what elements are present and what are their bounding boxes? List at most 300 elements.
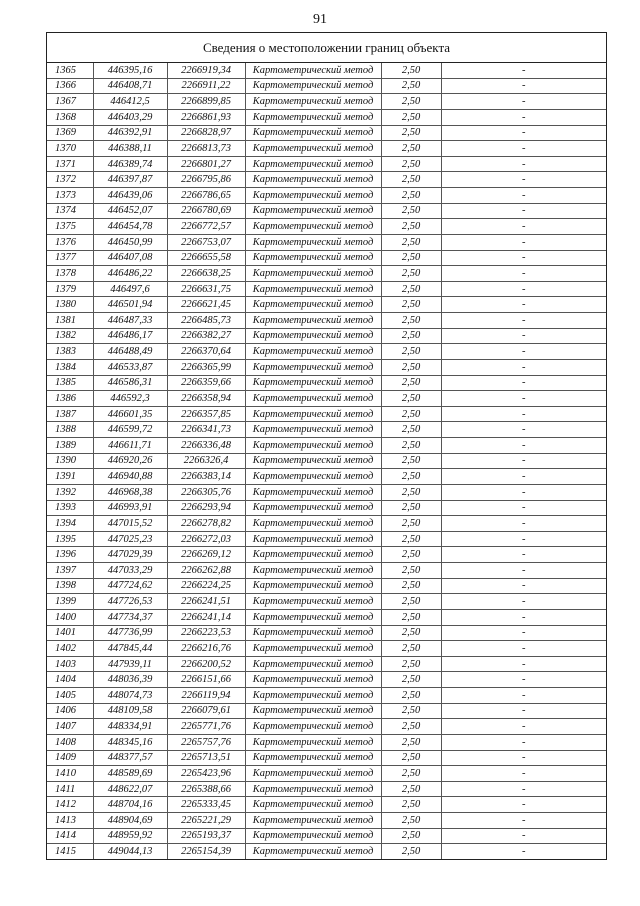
accuracy-cell: 2,50 (381, 203, 441, 219)
point-number-cell: 1378 (47, 266, 93, 282)
method-cell: Картометрический метод (245, 313, 381, 329)
x-coordinate-cell: 447025,23 (93, 531, 167, 547)
method-cell: Картометрический метод (245, 484, 381, 500)
y-coordinate-cell: 2266216,76 (167, 641, 245, 657)
method-cell: Картометрический метод (245, 500, 381, 516)
y-coordinate-cell: 2266293,94 (167, 500, 245, 516)
accuracy-cell: 2,50 (381, 125, 441, 141)
accuracy-cell: 2,50 (381, 359, 441, 375)
accuracy-cell: 2,50 (381, 375, 441, 391)
accuracy-cell: 2,50 (381, 563, 441, 579)
y-coordinate-cell: 2266241,51 (167, 594, 245, 610)
table-row (47, 359, 606, 375)
point-number-cell: 1413 (47, 813, 93, 829)
point-number-cell: 1400 (47, 609, 93, 625)
x-coordinate-cell: 447734,37 (93, 609, 167, 625)
table-row (47, 281, 606, 297)
y-coordinate-cell: 2266341,73 (167, 422, 245, 438)
point-number-cell: 1380 (47, 297, 93, 313)
boundary-table-frame (46, 32, 607, 860)
method-cell: Картометрический метод (245, 563, 381, 579)
point-number-cell: 1392 (47, 484, 93, 500)
accuracy-cell: 2,50 (381, 797, 441, 813)
method-cell: Картометрический метод (245, 297, 381, 313)
y-coordinate-cell: 2266621,45 (167, 297, 245, 313)
table-row (47, 516, 606, 532)
table-row (47, 641, 606, 657)
method-cell: Картометрический метод (245, 203, 381, 219)
point-number-cell: 1393 (47, 500, 93, 516)
point-number-cell: 1405 (47, 688, 93, 704)
method-cell: Картометрический метод (245, 219, 381, 235)
y-coordinate-cell: 2266365,99 (167, 359, 245, 375)
table-row (47, 141, 606, 157)
x-coordinate-cell: 446407,08 (93, 250, 167, 266)
x-coordinate-cell: 446395,16 (93, 63, 167, 78)
description-cell: - (441, 453, 606, 469)
method-cell: Картометрический метод (245, 78, 381, 94)
method-cell: Картометрический метод (245, 109, 381, 125)
point-number-cell: 1390 (47, 453, 93, 469)
point-number-cell: 1394 (47, 516, 93, 532)
method-cell: Картометрический метод (245, 813, 381, 829)
method-cell: Картометрический метод (245, 234, 381, 250)
method-cell: Картометрический метод (245, 547, 381, 563)
method-cell: Картометрический метод (245, 94, 381, 110)
y-coordinate-cell: 2266753,07 (167, 234, 245, 250)
x-coordinate-cell: 447726,53 (93, 594, 167, 610)
description-cell: - (441, 828, 606, 844)
accuracy-cell: 2,50 (381, 766, 441, 782)
method-cell: Картометрический метод (245, 609, 381, 625)
point-number-cell: 1404 (47, 672, 93, 688)
x-coordinate-cell: 446392,91 (93, 125, 167, 141)
method-cell: Картометрический метод (245, 469, 381, 485)
accuracy-cell: 2,50 (381, 469, 441, 485)
y-coordinate-cell: 2265757,76 (167, 734, 245, 750)
y-coordinate-cell: 2266801,27 (167, 156, 245, 172)
y-coordinate-cell: 2266224,25 (167, 578, 245, 594)
method-cell: Картометрический метод (245, 641, 381, 657)
table-row (47, 484, 606, 500)
y-coordinate-cell: 2266241,14 (167, 609, 245, 625)
accuracy-cell: 2,50 (381, 641, 441, 657)
description-cell: - (441, 281, 606, 297)
description-cell: - (441, 781, 606, 797)
x-coordinate-cell: 448704,16 (93, 797, 167, 813)
description-cell: - (441, 641, 606, 657)
accuracy-cell: 2,50 (381, 500, 441, 516)
description-cell: - (441, 813, 606, 829)
x-coordinate-cell: 447845,44 (93, 641, 167, 657)
method-cell: Картометрический метод (245, 438, 381, 454)
table-row (47, 219, 606, 235)
description-cell: - (441, 578, 606, 594)
x-coordinate-cell: 448904,69 (93, 813, 167, 829)
x-coordinate-cell: 446487,33 (93, 313, 167, 329)
description-cell: - (441, 563, 606, 579)
boundary-points-table (47, 63, 606, 859)
description-cell: - (441, 688, 606, 704)
y-coordinate-cell: 2266359,66 (167, 375, 245, 391)
y-coordinate-cell: 2265154,39 (167, 844, 245, 859)
accuracy-cell: 2,50 (381, 344, 441, 360)
description-cell: - (441, 656, 606, 672)
point-number-cell: 1370 (47, 141, 93, 157)
table-row (47, 609, 606, 625)
description-cell: - (441, 438, 606, 454)
x-coordinate-cell: 446968,38 (93, 484, 167, 500)
accuracy-cell: 2,50 (381, 844, 441, 859)
description-cell: - (441, 297, 606, 313)
accuracy-cell: 2,50 (381, 734, 441, 750)
x-coordinate-cell: 446408,71 (93, 78, 167, 94)
x-coordinate-cell: 446412,5 (93, 94, 167, 110)
point-number-cell: 1409 (47, 750, 93, 766)
point-number-cell: 1407 (47, 719, 93, 735)
description-cell: - (441, 156, 606, 172)
method-cell: Картометрический метод (245, 828, 381, 844)
table-row (47, 453, 606, 469)
table-row (47, 688, 606, 704)
x-coordinate-cell: 449044,13 (93, 844, 167, 859)
table-row (47, 656, 606, 672)
table-row (47, 297, 606, 313)
table-row (47, 266, 606, 282)
accuracy-cell: 2,50 (381, 219, 441, 235)
description-cell: - (441, 766, 606, 782)
description-cell: - (441, 531, 606, 547)
table-row (47, 125, 606, 141)
accuracy-cell: 2,50 (381, 703, 441, 719)
x-coordinate-cell: 448109,58 (93, 703, 167, 719)
x-coordinate-cell: 446389,74 (93, 156, 167, 172)
x-coordinate-cell: 447033,29 (93, 563, 167, 579)
method-cell: Картометрический метод (245, 328, 381, 344)
point-number-cell: 1396 (47, 547, 93, 563)
method-cell: Картометрический метод (245, 406, 381, 422)
table-row (47, 625, 606, 641)
point-number-cell: 1408 (47, 734, 93, 750)
accuracy-cell: 2,50 (381, 594, 441, 610)
table-row (47, 438, 606, 454)
point-number-cell: 1401 (47, 625, 93, 641)
y-coordinate-cell: 2265423,96 (167, 766, 245, 782)
table-row (47, 578, 606, 594)
table-row (47, 563, 606, 579)
y-coordinate-cell: 2266336,48 (167, 438, 245, 454)
accuracy-cell: 2,50 (381, 328, 441, 344)
accuracy-cell: 2,50 (381, 156, 441, 172)
description-cell: - (441, 313, 606, 329)
y-coordinate-cell: 2266786,65 (167, 188, 245, 204)
method-cell: Картометрический метод (245, 172, 381, 188)
description-cell: - (441, 672, 606, 688)
method-cell: Картометрический метод (245, 672, 381, 688)
y-coordinate-cell: 2266638,25 (167, 266, 245, 282)
description-cell: - (441, 719, 606, 735)
y-coordinate-cell: 2266305,76 (167, 484, 245, 500)
point-number-cell: 1371 (47, 156, 93, 172)
accuracy-cell: 2,50 (381, 94, 441, 110)
description-cell: - (441, 78, 606, 94)
accuracy-cell: 2,50 (381, 422, 441, 438)
point-number-cell: 1398 (47, 578, 93, 594)
accuracy-cell: 2,50 (381, 516, 441, 532)
y-coordinate-cell: 2266262,88 (167, 563, 245, 579)
point-number-cell: 1368 (47, 109, 93, 125)
point-number-cell: 1402 (47, 641, 93, 657)
y-coordinate-cell: 2266828,97 (167, 125, 245, 141)
table-row (47, 531, 606, 547)
point-number-cell: 1410 (47, 766, 93, 782)
y-coordinate-cell: 2266861,93 (167, 109, 245, 125)
y-coordinate-cell: 2266911,22 (167, 78, 245, 94)
table-row (47, 828, 606, 844)
method-cell: Картометрический метод (245, 766, 381, 782)
point-number-cell: 1379 (47, 281, 93, 297)
description-cell: - (441, 125, 606, 141)
y-coordinate-cell: 2266079,61 (167, 703, 245, 719)
y-coordinate-cell: 2266278,82 (167, 516, 245, 532)
method-cell: Картометрический метод (245, 719, 381, 735)
description-cell: - (441, 188, 606, 204)
point-number-cell: 1388 (47, 422, 93, 438)
x-coordinate-cell: 446940,88 (93, 469, 167, 485)
description-cell: - (441, 734, 606, 750)
table-row (47, 188, 606, 204)
table-row (47, 547, 606, 563)
table-row (47, 391, 606, 407)
x-coordinate-cell: 448589,69 (93, 766, 167, 782)
accuracy-cell: 2,50 (381, 250, 441, 266)
description-cell: - (441, 172, 606, 188)
point-number-cell: 1406 (47, 703, 93, 719)
y-coordinate-cell: 2265388,66 (167, 781, 245, 797)
table-title: Сведения о местоположении границ объекта (47, 33, 606, 63)
x-coordinate-cell: 446586,31 (93, 375, 167, 391)
description-cell: - (441, 109, 606, 125)
table-row (47, 797, 606, 813)
table-row (47, 719, 606, 735)
method-cell: Картометрический метод (245, 125, 381, 141)
x-coordinate-cell: 446611,71 (93, 438, 167, 454)
description-cell: - (441, 328, 606, 344)
x-coordinate-cell: 446592,3 (93, 391, 167, 407)
x-coordinate-cell: 446403,29 (93, 109, 167, 125)
point-number-cell: 1382 (47, 328, 93, 344)
x-coordinate-cell: 447029,39 (93, 547, 167, 563)
table-row (47, 94, 606, 110)
y-coordinate-cell: 2266655,58 (167, 250, 245, 266)
point-number-cell: 1366 (47, 78, 93, 94)
x-coordinate-cell: 446601,35 (93, 406, 167, 422)
point-number-cell: 1367 (47, 94, 93, 110)
accuracy-cell: 2,50 (381, 188, 441, 204)
point-number-cell: 1411 (47, 781, 93, 797)
description-cell: - (441, 422, 606, 438)
method-cell: Картометрический метод (245, 688, 381, 704)
accuracy-cell: 2,50 (381, 578, 441, 594)
x-coordinate-cell: 446439,06 (93, 188, 167, 204)
point-number-cell: 1373 (47, 188, 93, 204)
table-row (47, 844, 606, 859)
table-row (47, 406, 606, 422)
table-row (47, 781, 606, 797)
y-coordinate-cell: 2265333,45 (167, 797, 245, 813)
point-number-cell: 1415 (47, 844, 93, 859)
accuracy-cell: 2,50 (381, 234, 441, 250)
accuracy-cell: 2,50 (381, 672, 441, 688)
point-number-cell: 1372 (47, 172, 93, 188)
table-row (47, 203, 606, 219)
description-cell: - (441, 594, 606, 610)
x-coordinate-cell: 448959,92 (93, 828, 167, 844)
y-coordinate-cell: 2265221,29 (167, 813, 245, 829)
x-coordinate-cell: 447736,99 (93, 625, 167, 641)
accuracy-cell: 2,50 (381, 688, 441, 704)
method-cell: Картометрический метод (245, 188, 381, 204)
table-row (47, 250, 606, 266)
method-cell: Картометрический метод (245, 750, 381, 766)
description-cell: - (441, 484, 606, 500)
accuracy-cell: 2,50 (381, 781, 441, 797)
description-cell: - (441, 500, 606, 516)
point-number-cell: 1412 (47, 797, 93, 813)
method-cell: Картометрический метод (245, 375, 381, 391)
table-row (47, 734, 606, 750)
point-number-cell: 1376 (47, 234, 93, 250)
table-row (47, 594, 606, 610)
method-cell: Картометрический метод (245, 844, 381, 859)
x-coordinate-cell: 446450,99 (93, 234, 167, 250)
y-coordinate-cell: 2266326,4 (167, 453, 245, 469)
table-row (47, 703, 606, 719)
accuracy-cell: 2,50 (381, 547, 441, 563)
point-number-cell: 1365 (47, 63, 93, 78)
y-coordinate-cell: 2266272,03 (167, 531, 245, 547)
method-cell: Картометрический метод (245, 516, 381, 532)
description-cell: - (441, 547, 606, 563)
method-cell: Картометрический метод (245, 266, 381, 282)
y-coordinate-cell: 2266151,66 (167, 672, 245, 688)
y-coordinate-cell: 2265193,37 (167, 828, 245, 844)
table-row (47, 469, 606, 485)
y-coordinate-cell: 2266631,75 (167, 281, 245, 297)
accuracy-cell: 2,50 (381, 406, 441, 422)
table-row (47, 422, 606, 438)
x-coordinate-cell: 447015,52 (93, 516, 167, 532)
point-number-cell: 1387 (47, 406, 93, 422)
page-number: 91 (313, 12, 327, 27)
x-coordinate-cell: 446993,91 (93, 500, 167, 516)
description-cell: - (441, 516, 606, 532)
y-coordinate-cell: 2266780,69 (167, 203, 245, 219)
x-coordinate-cell: 448345,16 (93, 734, 167, 750)
table-row (47, 500, 606, 516)
point-number-cell: 1383 (47, 344, 93, 360)
x-coordinate-cell: 447939,11 (93, 656, 167, 672)
accuracy-cell: 2,50 (381, 63, 441, 78)
x-coordinate-cell: 446452,07 (93, 203, 167, 219)
table-row (47, 109, 606, 125)
accuracy-cell: 2,50 (381, 172, 441, 188)
description-cell: - (441, 63, 606, 78)
method-cell: Картометрический метод (245, 453, 381, 469)
x-coordinate-cell: 446599,72 (93, 422, 167, 438)
accuracy-cell: 2,50 (381, 719, 441, 735)
table-row (47, 172, 606, 188)
y-coordinate-cell: 2266795,86 (167, 172, 245, 188)
description-cell: - (441, 344, 606, 360)
method-cell: Картометрический метод (245, 281, 381, 297)
x-coordinate-cell: 448622,07 (93, 781, 167, 797)
accuracy-cell: 2,50 (381, 625, 441, 641)
y-coordinate-cell: 2266370,64 (167, 344, 245, 360)
point-number-cell: 1399 (47, 594, 93, 610)
table-row (47, 672, 606, 688)
x-coordinate-cell: 446486,17 (93, 328, 167, 344)
x-coordinate-cell: 446397,87 (93, 172, 167, 188)
method-cell: Картометрический метод (245, 578, 381, 594)
table-row (47, 750, 606, 766)
y-coordinate-cell: 2266485,73 (167, 313, 245, 329)
accuracy-cell: 2,50 (381, 266, 441, 282)
method-cell: Картометрический метод (245, 531, 381, 547)
accuracy-cell: 2,50 (381, 609, 441, 625)
accuracy-cell: 2,50 (381, 438, 441, 454)
y-coordinate-cell: 2266357,85 (167, 406, 245, 422)
accuracy-cell: 2,50 (381, 813, 441, 829)
accuracy-cell: 2,50 (381, 656, 441, 672)
x-coordinate-cell: 448036,39 (93, 672, 167, 688)
point-number-cell: 1395 (47, 531, 93, 547)
description-cell: - (441, 391, 606, 407)
x-coordinate-cell: 446497,6 (93, 281, 167, 297)
accuracy-cell: 2,50 (381, 453, 441, 469)
description-cell: - (441, 406, 606, 422)
x-coordinate-cell: 446501,94 (93, 297, 167, 313)
point-number-cell: 1414 (47, 828, 93, 844)
method-cell: Картометрический метод (245, 422, 381, 438)
point-number-cell: 1391 (47, 469, 93, 485)
description-cell: - (441, 625, 606, 641)
point-number-cell: 1375 (47, 219, 93, 235)
y-coordinate-cell: 2266223,53 (167, 625, 245, 641)
table-row (47, 766, 606, 782)
x-coordinate-cell: 448377,57 (93, 750, 167, 766)
description-cell: - (441, 703, 606, 719)
description-cell: - (441, 250, 606, 266)
method-cell: Картометрический метод (245, 797, 381, 813)
table-row (47, 63, 606, 78)
description-cell: - (441, 359, 606, 375)
description-cell: - (441, 266, 606, 282)
table-row (47, 313, 606, 329)
point-number-cell: 1377 (47, 250, 93, 266)
y-coordinate-cell: 2266200,52 (167, 656, 245, 672)
x-coordinate-cell: 446488,49 (93, 344, 167, 360)
point-number-cell: 1397 (47, 563, 93, 579)
x-coordinate-cell: 446533,87 (93, 359, 167, 375)
table-row (47, 78, 606, 94)
accuracy-cell: 2,50 (381, 828, 441, 844)
y-coordinate-cell: 2266772,57 (167, 219, 245, 235)
description-cell: - (441, 141, 606, 157)
y-coordinate-cell: 2266383,14 (167, 469, 245, 485)
table-row (47, 156, 606, 172)
method-cell: Картометрический метод (245, 63, 381, 78)
